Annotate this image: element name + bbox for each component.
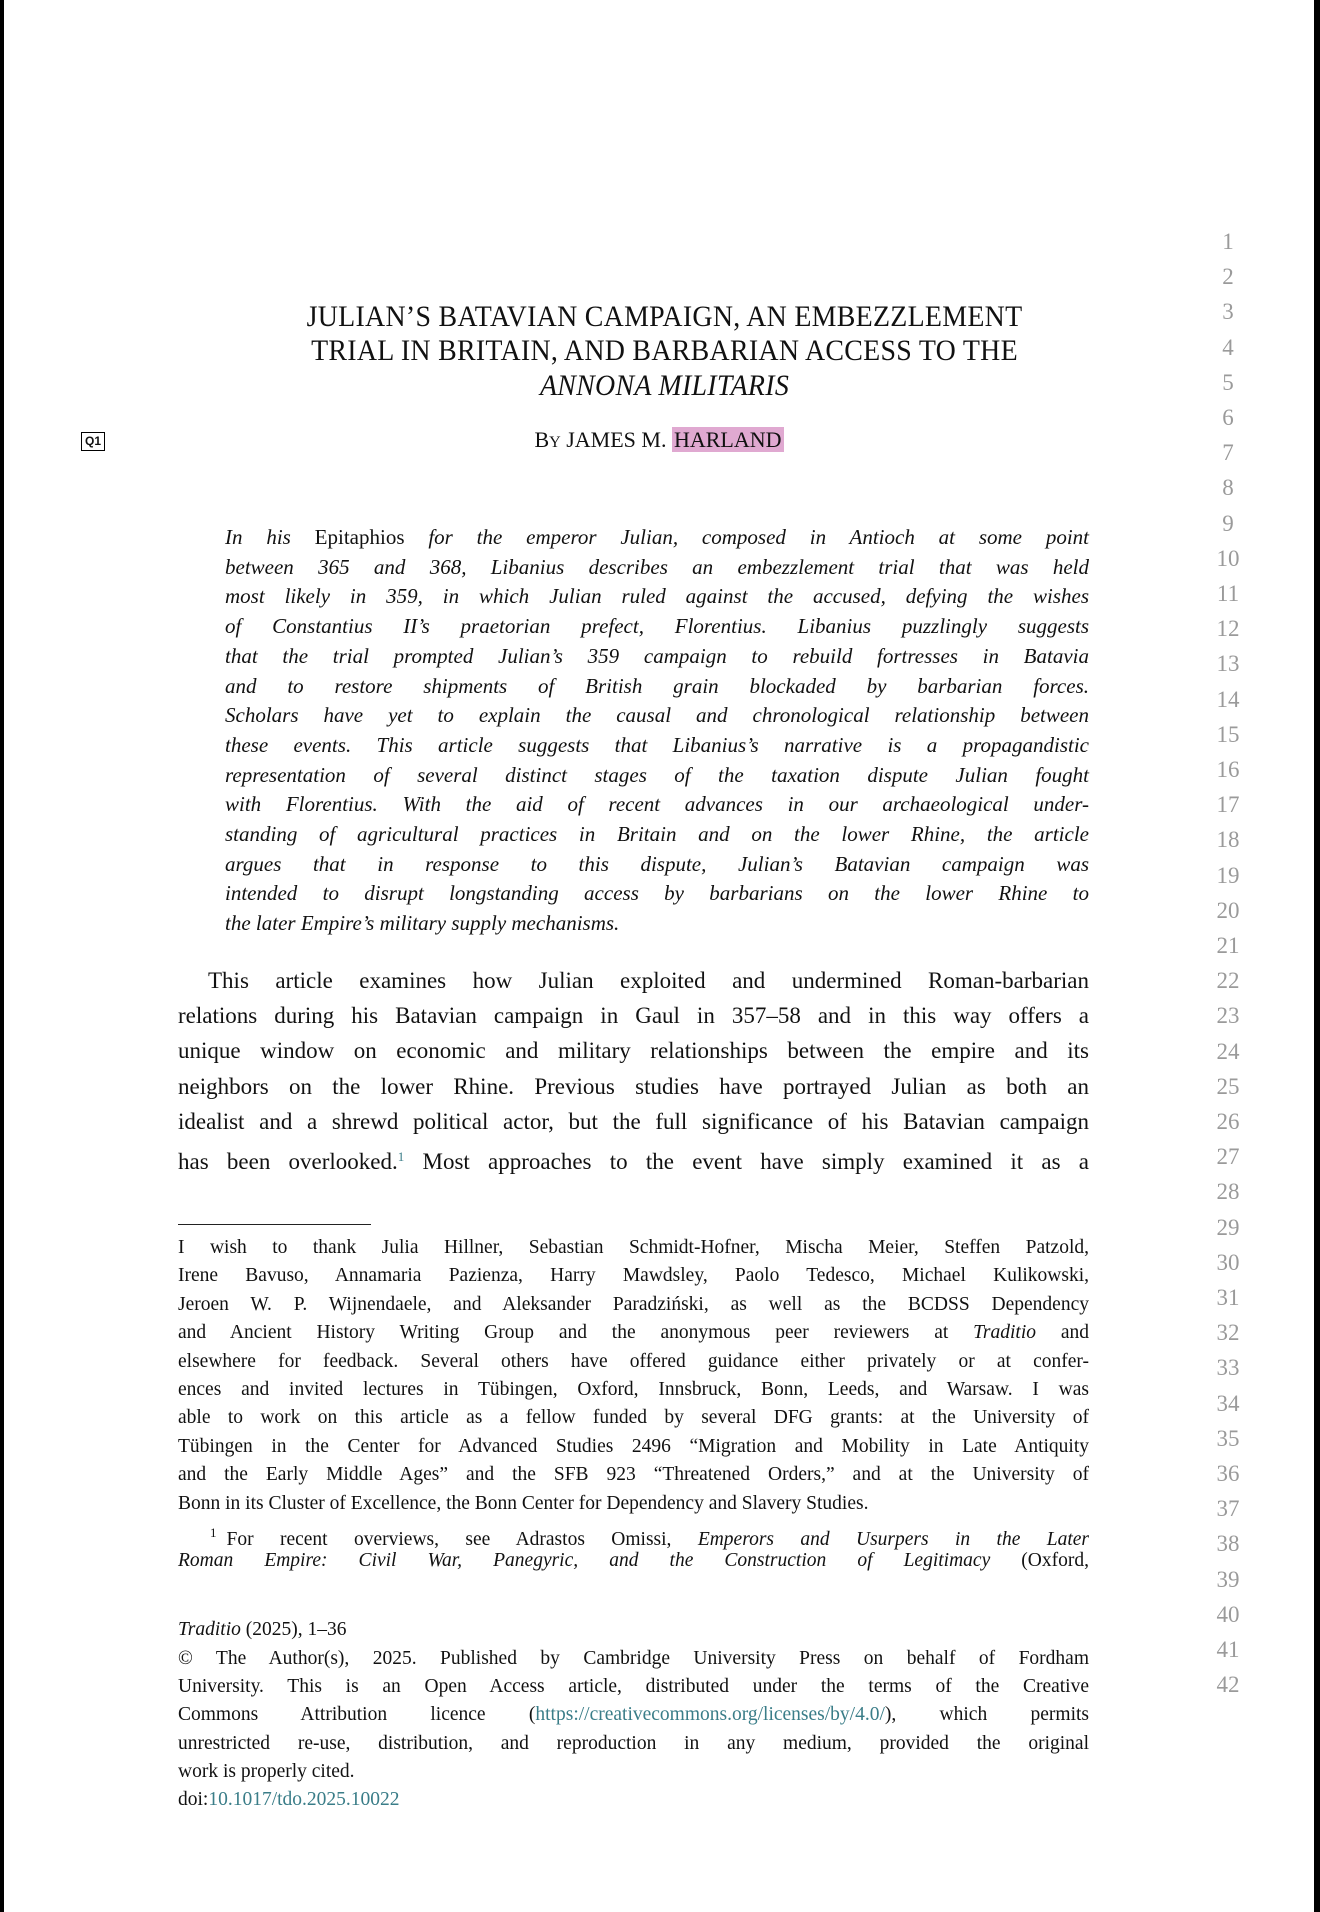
abstract-work-title: Epitaphios: [314, 525, 405, 549]
abstract-line: of Constantius II’s praetorian prefect, Florentius. Libanius puzzlingly suggests: [225, 614, 1089, 639]
line-number: 29: [1216, 1214, 1240, 1240]
line-number: 15: [1216, 721, 1240, 747]
footer-line: work is properly cited.: [178, 1760, 355, 1782]
line-number: 38: [1216, 1531, 1240, 1557]
line-number: 10: [1216, 545, 1240, 571]
footnote-line: Irene Bavuso, Annamaria Pazienza, Harry Mawdsley, Paolo Tedesco, Michael Kulikowski,: [178, 1265, 1089, 1287]
licence-line: [178, 1702, 1089, 1728]
document-page: [4, 0, 1314, 1912]
line-number: 2: [1222, 264, 1234, 290]
body-line: idealist and a shrewd political actor, but the full significance of his Batavian campaign: [178, 1108, 1089, 1134]
abstract-line: that the trial prompted Julian’s 359 campaign to rebuild fortresses in Batavia: [225, 643, 1089, 668]
footnote-1-line-2: [178, 1548, 1089, 1574]
footnote-text: and: [1036, 1322, 1089, 1343]
line-number: 4: [1222, 334, 1234, 360]
body-line: neighbors on the lower Rhine. Previous studies have portrayed Julian as both an: [178, 1073, 1089, 1099]
footnote-line: able to work on this article as a fellow funded by several DFG grants: at the University of: [178, 1407, 1089, 1429]
book-title: Roman Empire: Civil War, Panegyric, and the Construction of Legitimacy: [178, 1550, 991, 1571]
doi-link[interactable]: 10.1017/tdo.2025.10022: [208, 1789, 400, 1810]
line-number: 1: [1222, 229, 1234, 254]
footnote-ref-link[interactable]: 1: [397, 1149, 405, 1164]
line-number: 17: [1216, 792, 1240, 818]
line-number: 5: [1222, 369, 1234, 395]
line-number: 27: [1216, 1144, 1240, 1170]
doi-line: [178, 1787, 1089, 1813]
query-marker-q1[interactable]: Q1: [81, 432, 105, 451]
footer-line: unrestricted re-use, distribution, and reproduction in any medium, provided the original: [178, 1732, 1089, 1754]
author-surname-highlighted[interactable]: HARLAND: [673, 427, 782, 452]
abstract-text: for the emperor Julian, composed in Antioch at some point: [404, 525, 1089, 549]
abstract-line: representation of several distinct stages of the taxation dispute Julian fought: [225, 762, 1089, 787]
line-number: 19: [1216, 862, 1240, 888]
author-given-name: JAMES M.: [566, 427, 667, 452]
line-number: 16: [1216, 757, 1240, 782]
abstract-line: argues that in response to this dispute, Julian’s Batavian campaign was: [225, 851, 1089, 876]
line-number: 3: [1222, 299, 1234, 325]
abstract-line: Scholars have yet to explain the causal and chronological relationship between: [225, 703, 1089, 728]
line-number: 39: [1216, 1566, 1240, 1592]
line-number: 26: [1216, 1109, 1240, 1134]
footnote-line: I wish to thank Julia Hillner, Sebastian Schmidt-Hofner, Mischa Meier, Steffen Patzold,: [178, 1237, 1089, 1258]
line-number: 25: [1216, 1073, 1240, 1099]
line-number: 22: [1216, 968, 1240, 994]
body-line: unique window on economic and military relationships between the empire and its: [178, 1038, 1089, 1064]
footnote-line: Tübingen in the Center for Advanced Studies 2496 “Migration and Mobility in Late Antiquity: [178, 1435, 1089, 1457]
footnote-line: elsewhere for feedback. Several others have offered guidance either privately or at confer-: [178, 1350, 1089, 1372]
line-number: 24: [1216, 1038, 1240, 1064]
line-number: 21: [1216, 933, 1240, 958]
byline: [4, 425, 1314, 458]
footnote-line: Jeroen W. P. Wijnendaele, and Aleksander Paradziński, as well as the BCDSS Dependency: [178, 1293, 1089, 1315]
line-number: 40: [1216, 1601, 1240, 1627]
line-number: 18: [1216, 827, 1240, 853]
byline-by-rest: Y: [549, 434, 561, 451]
line-number: 35: [1216, 1425, 1240, 1451]
footnote-separator: [178, 1224, 371, 1225]
journal-citation: [178, 1617, 1089, 1643]
line-number: 30: [1216, 1249, 1240, 1275]
abstract-text: In his: [225, 525, 315, 549]
byline-by-initial: B: [534, 427, 550, 452]
line-number: 42: [1216, 1672, 1240, 1698]
abstract-line: between 365 and 368, Libanius describes an embezzlement trial that was held: [225, 554, 1089, 579]
article-title-line-1: JULIAN’S BATAVIAN CAMPAIGN, AN EMBEZZLEMENT: [306, 300, 1023, 333]
line-number: 14: [1216, 686, 1240, 712]
line-number: 37: [1216, 1496, 1240, 1522]
book-title: Emperors and Usurpers in the Later: [697, 1529, 1089, 1550]
line-number: 12: [1216, 616, 1240, 642]
line-number: 23: [1216, 1003, 1240, 1029]
line-number: 32: [1216, 1320, 1240, 1346]
body-text: Most approaches to the event have simply examined it as a: [404, 1149, 1090, 1174]
body-text: has been overlooked.: [178, 1149, 398, 1174]
abstract-line: and to restore shipments of British grain blockaded by barbarian forces.: [225, 673, 1089, 698]
line-number: 20: [1216, 897, 1240, 923]
footnote-line: [178, 1320, 1089, 1346]
footnote-text: For recent overviews, see Adrastos Omissi,: [226, 1529, 698, 1550]
line-number: 8: [1222, 475, 1234, 501]
abstract-line: standing of agricultural practices in Britain and on the lower Rhine, the article: [225, 822, 1089, 846]
copyright-line: University. This is an Open Access article, distributed under the terms of the Creative: [178, 1675, 1089, 1697]
line-number: 13: [1216, 651, 1240, 677]
footnote-line: ences and invited lectures in Tübingen, Oxford, Innsbruck, Bonn, Leeds, and Warsaw. I was: [178, 1378, 1089, 1400]
footnote-line: Bonn in its Cluster of Excellence, the Bonn Center for Dependency and Slavery Studies.: [178, 1492, 869, 1514]
footnote-text: (Oxford,: [990, 1550, 1089, 1571]
line-number: 28: [1216, 1179, 1240, 1205]
line-number: 7: [1222, 440, 1234, 466]
doi-label: doi:: [178, 1789, 209, 1810]
line-number: 33: [1216, 1355, 1240, 1381]
citation-pages: (2025), 1–36: [240, 1619, 347, 1640]
line-number: 36: [1216, 1461, 1240, 1486]
line-number: 9: [1222, 510, 1234, 536]
body-line: [178, 1142, 1089, 1177]
footnote-line: and the Early Middle Ages” and the SFB 923 “Threatened Orders,” and at the University of: [178, 1464, 1089, 1486]
article-title-line-2: TRIAL IN BRITAIN, AND BARBARIAN ACCESS TO THE: [311, 334, 1018, 367]
abstract-line: with Florentius. With the aid of recent advances in our archaeological under-: [225, 792, 1089, 817]
line-number: 31: [1216, 1285, 1240, 1310]
body-line: relations during his Batavian campaign in Gaul in 357–58 and in this way offers a: [178, 1003, 1089, 1029]
footnote-number: 1: [210, 1525, 217, 1540]
abstract-line: these events. This article suggests that Libanius’s narrative is a propagandistic: [225, 732, 1089, 757]
abstract-line: intended to disrupt longstanding access by barbarians on the lower Rhine to: [225, 881, 1089, 906]
abstract-line: most likely in 359, in which Julian ruled against the accused, defying the wishes: [225, 584, 1089, 609]
footnote-text: and Ancient History Writing Group and the anonymous peer reviewers at: [178, 1322, 974, 1343]
line-number: 41: [1216, 1637, 1240, 1662]
journal-name: Traditio: [973, 1322, 1036, 1343]
abstract-line: the later Empire’s military supply mechanisms.: [225, 911, 620, 936]
article-title-line-3: ANNONA MILITARIS: [539, 369, 790, 402]
body-line: This article examines how Julian exploited and undermined Roman-barbarian: [208, 968, 1089, 993]
journal-name: Traditio: [178, 1619, 241, 1640]
abstract-line: [225, 523, 1089, 551]
line-number: 34: [1216, 1390, 1240, 1416]
footer-text: Commons Attribution licence (: [178, 1704, 536, 1725]
line-number: 6: [1222, 405, 1234, 430]
licence-link[interactable]: https://creativecommons.org/licenses/by/4.0/: [535, 1704, 885, 1725]
footer-text: ), which permits: [884, 1704, 1090, 1725]
line-number: 11: [1216, 581, 1240, 606]
copyright-line: © The Author(s), 2025. Published by Cambridge University Press on behalf of Fordham: [178, 1647, 1089, 1669]
